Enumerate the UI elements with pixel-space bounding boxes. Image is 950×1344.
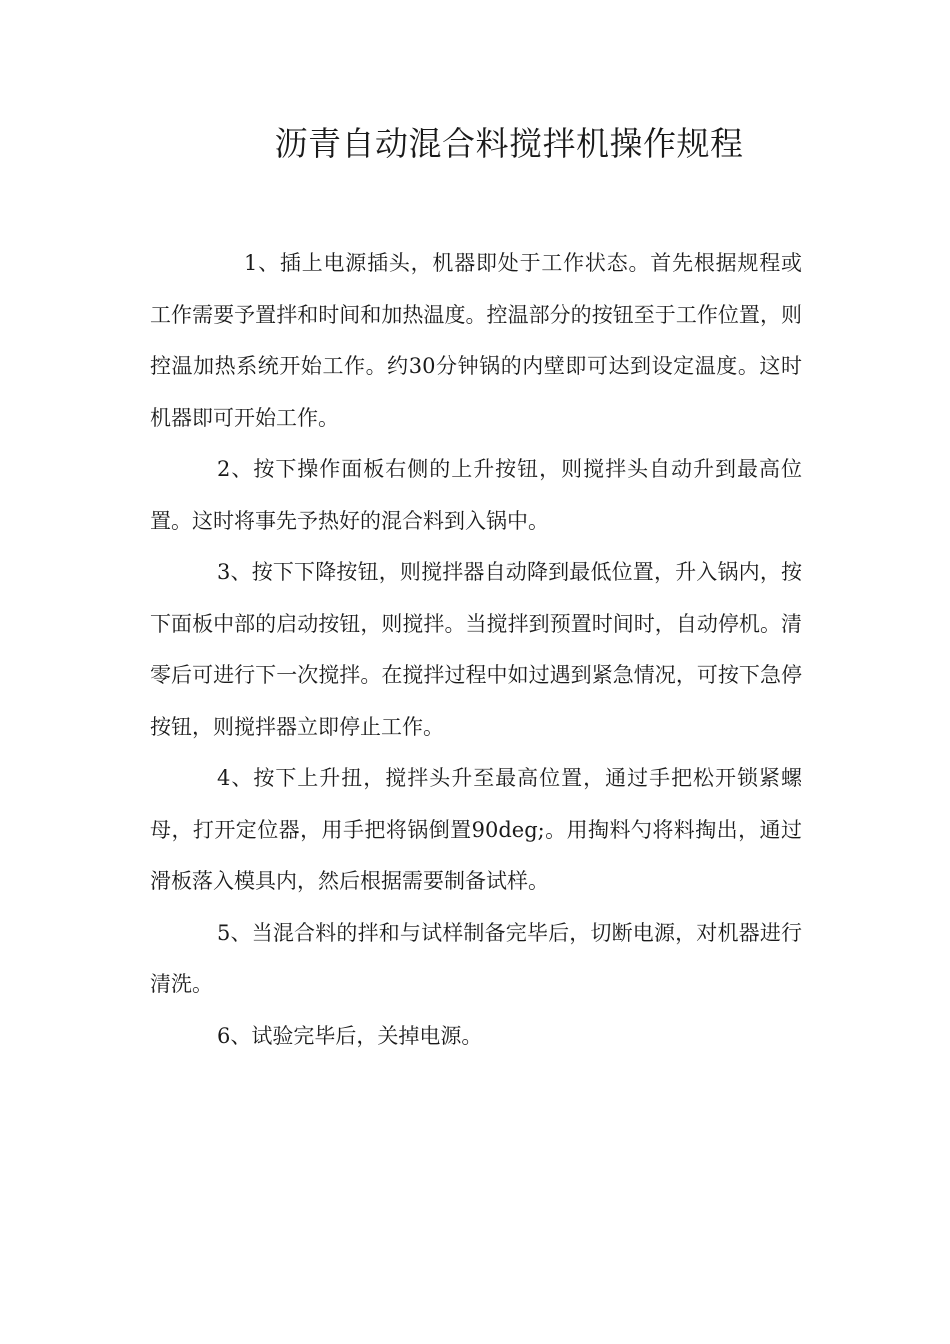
document-title: 沥青自动混合料搅拌机操作规程 [274, 124, 744, 163]
paragraph-step-6: 6、试验完毕后，关掉电源。 [217, 1023, 483, 1048]
paragraph-step-2: 2、按下操作面板右侧的上升按钮，则搅拌头自动升到最高位置。这时将事先予热好的混合料到入锅中。 [150, 457, 802, 533]
paragraph-step-5: 5、当混合料的拌和与试样制备完毕后，切断电源，对机器进行清洗。 [150, 920, 802, 996]
document-body [150, 238, 802, 1062]
paragraph-step-4: 4、按下上升扭，搅拌头升至最高位置，通过手把松开锁紧螺母，打开定位器，用手把将锅倒置90deg;。用掏料勺将料掏出，通过滑板落入模具内，然后根据需要制备试样。 [150, 766, 802, 893]
paragraph-step-3: 3、按下下降按钮，则搅拌器自动降到最低位置，升入锅内，按下面板中部的启动按钮，则搅拌。当搅拌到预置时间时，自动停机。清零后可进行下一次搅拌。在搅拌过程中如过遇到紧急情况，可按下急停按钮，则搅拌器立即停止工作。 [150, 560, 802, 739]
paragraph-step-1: 1、插上电源插头，机器即处于工作状态。首先根据规程或工作需要予置拌和时间和加热温度。控温部分的按钮至于工作位置，则控温加热系统开始工作。约30分钟锅的内壁即可达到设定温度。这时机器即可开始工作。 [150, 251, 802, 430]
